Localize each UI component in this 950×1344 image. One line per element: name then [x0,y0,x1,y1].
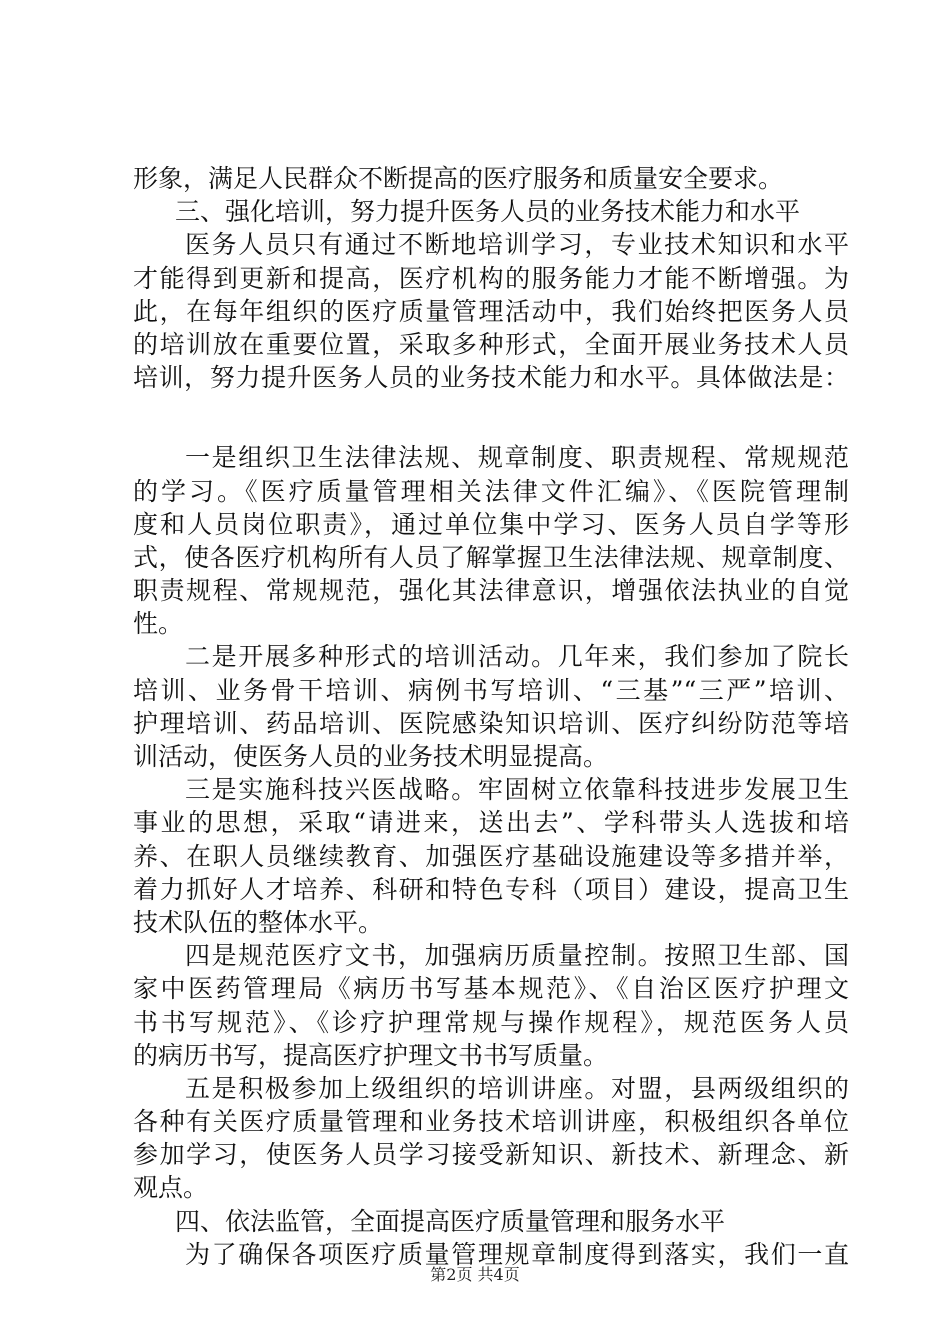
paragraph-first-line: 二是开展多种形式的培训活动。几年来，我们参加了院长 [185,642,849,672]
text-line: 此，在每年组织的医疗质量管理活动中，我们始终把医务人员 [133,296,849,326]
text-line: 职责规程、常规规范，强化其法律意识，增强依法执业的自觉 [133,576,849,606]
text-line: 训活动，使医务人员的业务技术明显提高。 [133,742,609,771]
text-line: 的病历书写，提高医疗护理文书书写质量。 [133,1040,609,1070]
document-body [133,162,849,1271]
text-line: 护理培训、药品培训、医院感染知识培训、医疗纠纷防范等培 [133,708,849,738]
text-line: 参加学习，使医务人员学习接受新知识、新技术、新理念、新 [133,1140,849,1170]
text-line: 性。 [133,609,184,639]
text-line: 的培训放在重要位置，采取多种形式，全面开展业务技术人员 [133,329,849,359]
paragraph-first-line: 一是组织卫生法律法规、规章制度、职责规程、常规规范 [185,443,849,473]
page-footer [0,1262,950,1285]
text-line: 家中医药管理局《病历书写基本规范》、《自治区医疗护理文 [133,974,849,1004]
text-line: 培训，努力提升医务人员的业务技术能力和水平。具体做法是： [133,363,849,393]
paragraph-first-line: 为了确保各项医疗质量管理规章制度得到落实，我们一直 [185,1239,849,1269]
text-line: 书书写规范》、《诊疗护理常规与操作规程》，规范医务人员 [133,1007,849,1037]
paragraph-first-line: 三是实施科技兴医战略。牢固树立依靠科技进步发展卫生 [185,775,849,805]
text-line: 度和人员岗位职责》，通过单位集中学习、医务人员自学等形 [133,509,849,539]
paragraph-gap [133,394,849,441]
section-heading: 三、强化培训，努力提升医务人员的业务技术能力和水平 [175,197,801,227]
text-line: 的学习。《医疗质量管理相关法律文件汇编》、《医院管理制 [133,476,849,506]
text-line: 形象，满足人民群众不断提高的医疗服务和质量安全要求。 [133,164,784,193]
paragraph-first-line: 四是规范医疗文书，加强病历质量控制。按照卫生部、国 [185,941,849,971]
text-line: 技术队伍的整体水平。 [133,907,384,937]
text-line: 才能得到更新和提高，医疗机构的服务能力才能不断增强。为 [133,263,849,293]
paragraph-first-line: 医务人员只有通过不断地培训学习，专业技术知识和水平 [185,230,849,260]
page-number-label: 第2页 共4页 [430,1265,520,1284]
text-line: 各种有关医疗质量管理和业务技术培训讲座，积极组织各单位 [133,1107,849,1137]
section-heading: 四、依法监管，全面提高医疗质量管理和服务水平 [175,1206,726,1236]
text-line: 培训、业务骨干培训、病例书写培训、“三基”“三严”培训、 [133,675,849,705]
paragraph-first-line: 五是积极参加上级组织的培训讲座。对盟，县两级组织的 [185,1073,849,1103]
text-line: 式，使各医疗机构所有人员了解掌握卫生法律法规、规章制度、 [133,542,849,572]
text-line: 事业的思想，采取“请进来，送出去”、学科带头人选拔和培 [133,808,849,838]
text-line: 养、在职人员继续教育、加强医疗基础设施建设等多措并举， [133,841,849,871]
text-line: 观点。 [133,1173,209,1203]
text-line: 着力抓好人才培养、科研和特色专科（项目）建设，提高卫生 [133,874,849,904]
